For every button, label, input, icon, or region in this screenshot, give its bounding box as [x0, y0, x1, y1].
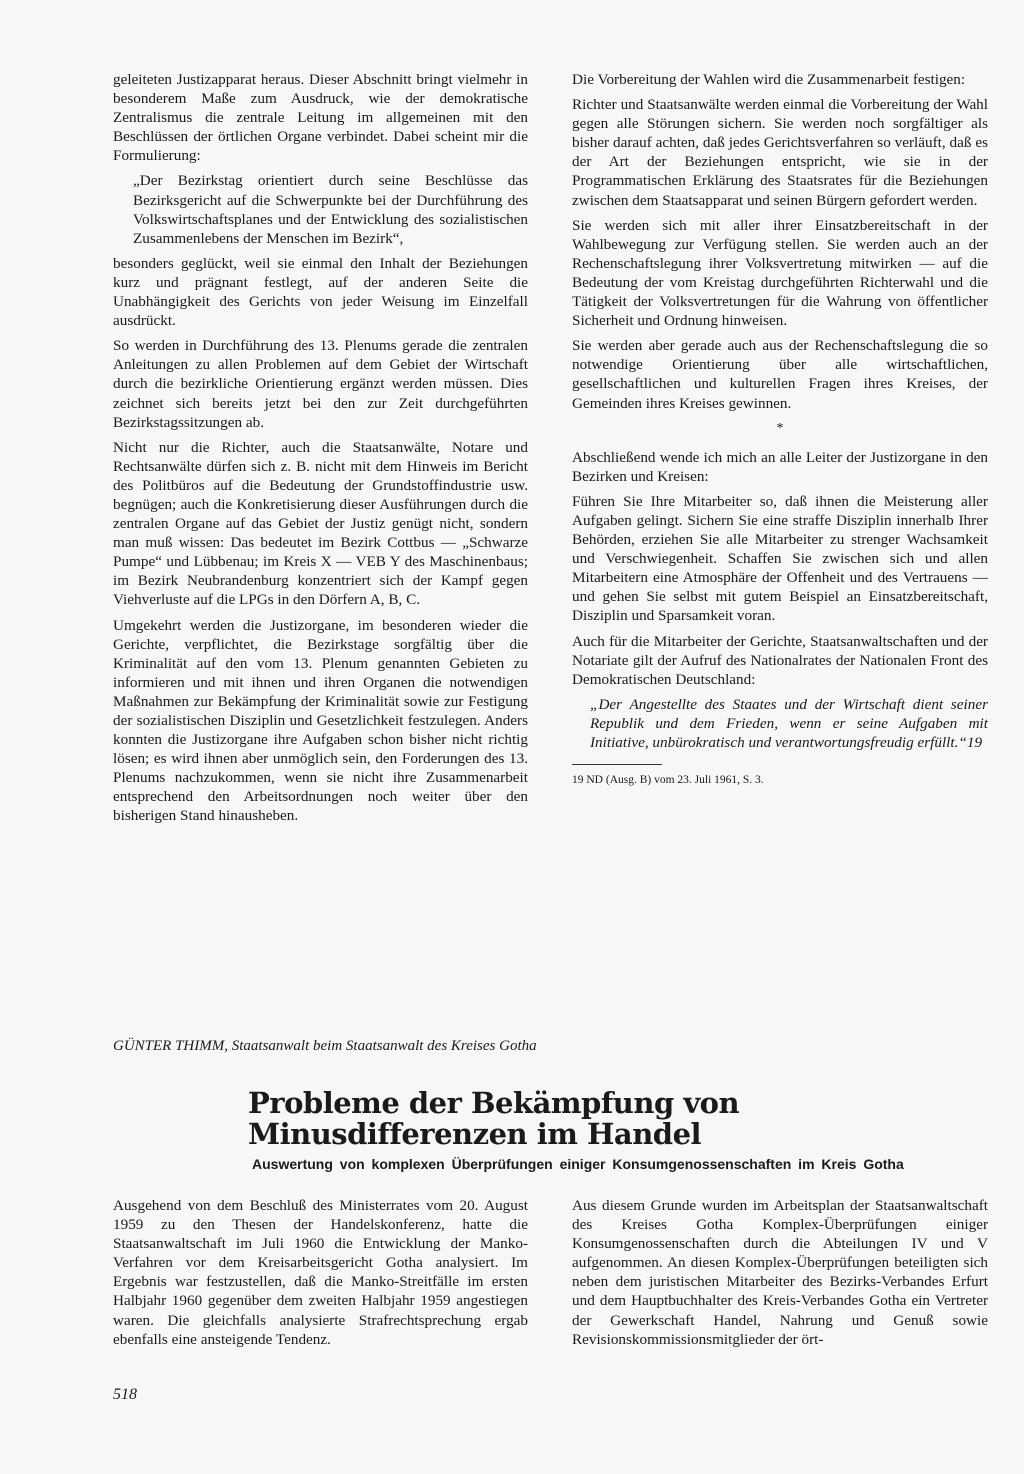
footnote: 19 ND (Ausg. B) vom 23. Juli 1961, S. 3.: [572, 774, 764, 787]
paragraph: Sie werden sich mit aller ihrer Einsatzbereitschaft in der Wahlbewegung zur Verfügung stellen. Sie werden auch an der Rechenschaftslegung ihrer Volksvertretung mitwirken — auf die Bedeutung der vom Kreistag durchgeführten Richterwahl und die Tätigkeit der Volksvertretungen für die Wahrung von öffentlicher Sicherheit und Ordnung hinweisen.: [572, 216, 988, 330]
paragraph: Führen Sie Ihre Mitarbeiter so, daß ihnen die Meisterung aller Aufgaben gelingt. Sichern Sie eine straffe Disziplin innerhalb Ihrer Behörden, erziehen Sie alle Mitarbeiter zu strenger Wachsamkeit und Verschwiegenheit. Schaffen Sie zwischen sich und allen Mitarbeitern eine Atmosphäre der Offenheit und des Vertrauens — und gehen Sie selbst mit gutem Beispiel an Einsatzbereitschaft, Disziplin und Sparsamkeit voran.: [572, 492, 988, 625]
paragraph: Ausgehend von dem Beschluß des Ministerrates vom 20. August 1959 zu den Thesen der Handelskonferenz, hatte die Staatsanwaltschaft im Juli 1960 die Entwicklung der Manko-Verfahren vor dem Kreisarbeitsgericht Gotha analysiert. Im Ergebnis war festzustellen, daß die Manko-Streitfälle im ersten Halbjahr 1960 gegenüber dem zweiten Halbjahr 1959 angestiegen waren. Die gleichfalls analysierte Strafrechtsprechung ergab ebenfalls eine ansteigende Tendenz.: [113, 1197, 528, 1348]
author-byline: GÜNTER THIMM, Staatsanwalt beim Staatsanwalt des Kreises Gotha: [113, 1038, 537, 1054]
quote-paragraph: „Der Bezirkstag orientiert durch seine Beschlüsse das Bezirksgericht auf die Schwerpunkte bei der Durchführung des Volkswirtschaftsplanes und der Entwicklung des sozialistischen Zusammenlebens der Menschen im Bezirk“,: [133, 172, 528, 247]
paragraph: Umgekehrt werden die Justizorgane, im besonderen wieder die Gerichte, verpflichtet, die Bezirkstage sorgfältig über die Kriminalität auf den vom 13. Plenum genannten Gebieten zu informieren und mit ihnen und ihren Organen die notwendigen Maßnahmen zur Bekämpfung der Kriminalität sowie zur Festigung der sozialistischen Disziplin und Gesetzlichkeit festzulegen. Anders konnten die Justizorgane ihre Aufgaben schon bisher nicht richtig lösen; es wird ihnen aber unmöglich sein, den Forderungen des 13. Plenums nachzukommen, wenn sie nicht ihre Zusammenarbeit entsprechend den Arbeitsordnungen noch weiter über den bisherigen Stand hinausheben.: [113, 616, 528, 825]
column-bottom-right: [572, 1196, 988, 1355]
section-separator-star: *: [776, 420, 784, 436]
paragraph: Die Vorbereitung der Wahlen wird die Zusammenarbeit festigen:: [572, 71, 966, 88]
footnote-divider: [572, 764, 662, 765]
column-bottom-left: [113, 1196, 528, 1355]
paragraph: Abschließend wende ich mich an alle Leiter der Justizorgane in den Bezirken und Kreisen:: [572, 448, 988, 485]
page-number: 518: [113, 1386, 137, 1403]
column-top-left: [113, 70, 528, 832]
paragraph: Nicht nur die Richter, auch die Staatsanwälte, Notare und Rechtsanwälte dürfen sich z. B. nicht mit dem Hinweis im Bericht des Politbüros auf die Bedeutung der Grundstoffindustrie usw. begnügen; auch die Konkretisierung dieser Ausführungen durch die zentralen Organe auf das Gebiet der Justiz genügt nicht, sondern man muß wissen: Das bedeutet im Bezirk Cottbus — „Schwarze Pumpe“ und Lübbenau; im Kreis X — VEB Y des Maschinenbaus; im Bezirk Neubrandenburg konzentriert sich der Kampf gegen Viehverluste auf die LPGs in den Dörfern A, B, C.: [113, 438, 528, 609]
paragraph: Sie werden aber gerade auch aus der Rechenschaftslegung die so notwendige Orientierung über alle wirtschaftlichen, gesellschaftlichen und kulturellen Fragen ihres Kreises, der Gemeinden ihres Kreises gewinnen.: [572, 337, 988, 412]
paragraph: Richter und Staatsanwälte werden einmal die Vorbereitung der Wahl gegen alle Störungen sichern. Sie werden noch sorgfältiger als bisher darauf achten, daß jedes Gerichtsverfahren so verläuft, daß es der Art der Beziehungen entspricht, wie sie in der Programmatischen Erklärung des Staatsrates für die Beziehungen zwischen dem Staatsapparat und seinen Bürgern gefordert werden.: [572, 96, 988, 209]
article-subtitle: Auswertung von komplexen Überprüfungen einiger Konsumgenossenschaften im Kreis Gotha: [252, 1156, 904, 1172]
paragraph: besonders geglückt, weil sie einmal den Inhalt der Beziehungen kurz und prägnant festlegt, auf der anderen Seite die Unabhängigkeit des Gerichts von jeder Weisung im Einzelfall ausdrückt.: [113, 254, 528, 330]
paragraph: Auch für die Mitarbeiter der Gerichte, Staatsanwaltschaften und der Notariate gilt der Aufruf des Nationalrates der Nationalen Front des Demokratischen Deutschland:: [572, 632, 988, 688]
article-title: Probleme der Bekämpfung von Minusdifferenzen im Handel: [248, 1086, 740, 1151]
paragraph: So werden in Durchführung des 13. Plenums gerade die zentralen Anleitungen zu allen Problemen auf dem Gebiet der Wirtschaft durch die bezirkliche Orientierung ergänzt werden müssen. Dies zeichnet sich bereits jetzt bei den zur Zeit durchgeführten Bezirkstagssitzungen ab.: [113, 337, 528, 431]
paragraph: Aus diesem Grunde wurden im Arbeitsplan der Staatsanwaltschaft des Kreises Gotha Komplex-Überprüfungen einiger Konsumgenossenschaften durch die Abteilungen IV und V aufgenommen. An diesen Komplex-Überprüfungen beteiligten sich neben dem juristischen Mitarbeiter des Bezirks-Verbandes Erfurt und dem Hauptbuchhalter des Kreis-Verbandes Gotha ein Vertreter der Gewerkschaft Handel, Nahrung und Genuß sowie Revisionskommissionsmitglieder der ört-: [572, 1197, 988, 1348]
paragraph: geleiteten Justizapparat heraus. Dieser Abschnitt bringt vielmehr in besonderem Maße zum Ausdruck, wie der demokratische Zentralismus die zentrale Leitung im allgemeinen mit den Beschlüssen der örtlichen Organe verbindet. Dabei scheint mir die Formulierung:: [113, 71, 528, 165]
quote-paragraph: „Der Angestellte des Staates und der Wirtschaft dient seiner Republik und dem Frieden, wenn er seine Aufgaben mit Initiative, unbürokratisch und verantwortungsfreudig erfüllt.“19: [590, 695, 988, 751]
column-top-right: [572, 70, 988, 787]
